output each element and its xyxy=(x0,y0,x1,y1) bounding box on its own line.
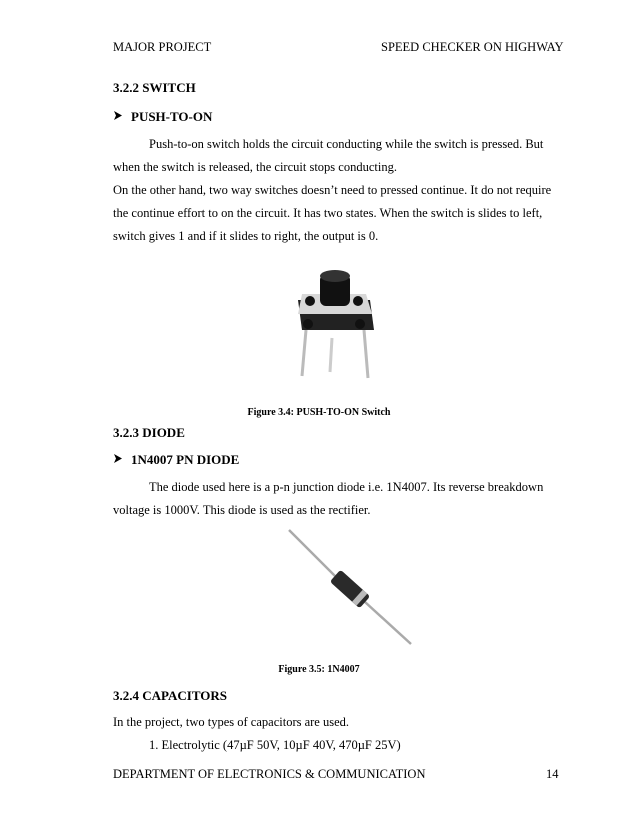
push-button-switch-image xyxy=(292,268,378,393)
text-line: The diode used here is a p-n junction diode i.e. 1N4007. Its reverse breakdown xyxy=(149,480,544,494)
subheading-text: PUSH-TO-ON xyxy=(131,109,213,124)
text-line: switch gives 1 and if it slides to right, the output is 0. xyxy=(113,229,379,243)
subheading-push-to-on xyxy=(113,109,212,125)
diode-paragraph xyxy=(113,476,563,522)
diode-image xyxy=(287,528,417,653)
section-heading-capacitors: 3.2.4 CAPACITORS xyxy=(113,688,228,703)
capacitors-paragraph xyxy=(113,711,563,757)
text-line: the continue effort to on the circuit. It has two states. When the switch is slides to left, xyxy=(113,206,543,220)
subheading-1n4007 xyxy=(113,452,239,468)
footer-left: DEPARTMENT OF ELECTRONICS & COMMUNICATION xyxy=(113,767,426,781)
switch-paragraph xyxy=(113,133,563,248)
section-heading-switch: 3.2.2 SWITCH xyxy=(113,80,196,95)
arrow-bullet-icon xyxy=(113,452,127,468)
list-item: 1. Electrolytic (47µF 50V, 10µF 40V, 470µF 25V) xyxy=(149,738,401,752)
page-number: 14 xyxy=(546,767,559,781)
text-line: when the switch is released, the circuit stops conducting. xyxy=(113,160,397,174)
header-right: SPEED CHECKER ON HIGHWAY xyxy=(381,40,564,54)
figure-caption-switch: Figure 3.4: PUSH-TO-ON Switch xyxy=(247,407,391,418)
text-line: On the other hand, two way switches doesn’t need to pressed continue. It do not require xyxy=(113,183,552,197)
section-heading-diode: 3.2.3 DIODE xyxy=(113,425,185,440)
figure-caption-diode: Figure 3.5: 1N4007 xyxy=(278,664,360,675)
arrow-bullet-icon xyxy=(113,109,127,125)
subheading-text: 1N4007 PN DIODE xyxy=(131,452,240,467)
text-line: voltage is 1000V. This diode is used as the rectifier. xyxy=(113,503,371,517)
text-line: Push-to-on switch holds the circuit conducting while the switch is pressed. But xyxy=(149,137,544,151)
header-left: MAJOR PROJECT xyxy=(113,40,212,54)
text-line: In the project, two types of capacitors are used. xyxy=(113,715,350,729)
